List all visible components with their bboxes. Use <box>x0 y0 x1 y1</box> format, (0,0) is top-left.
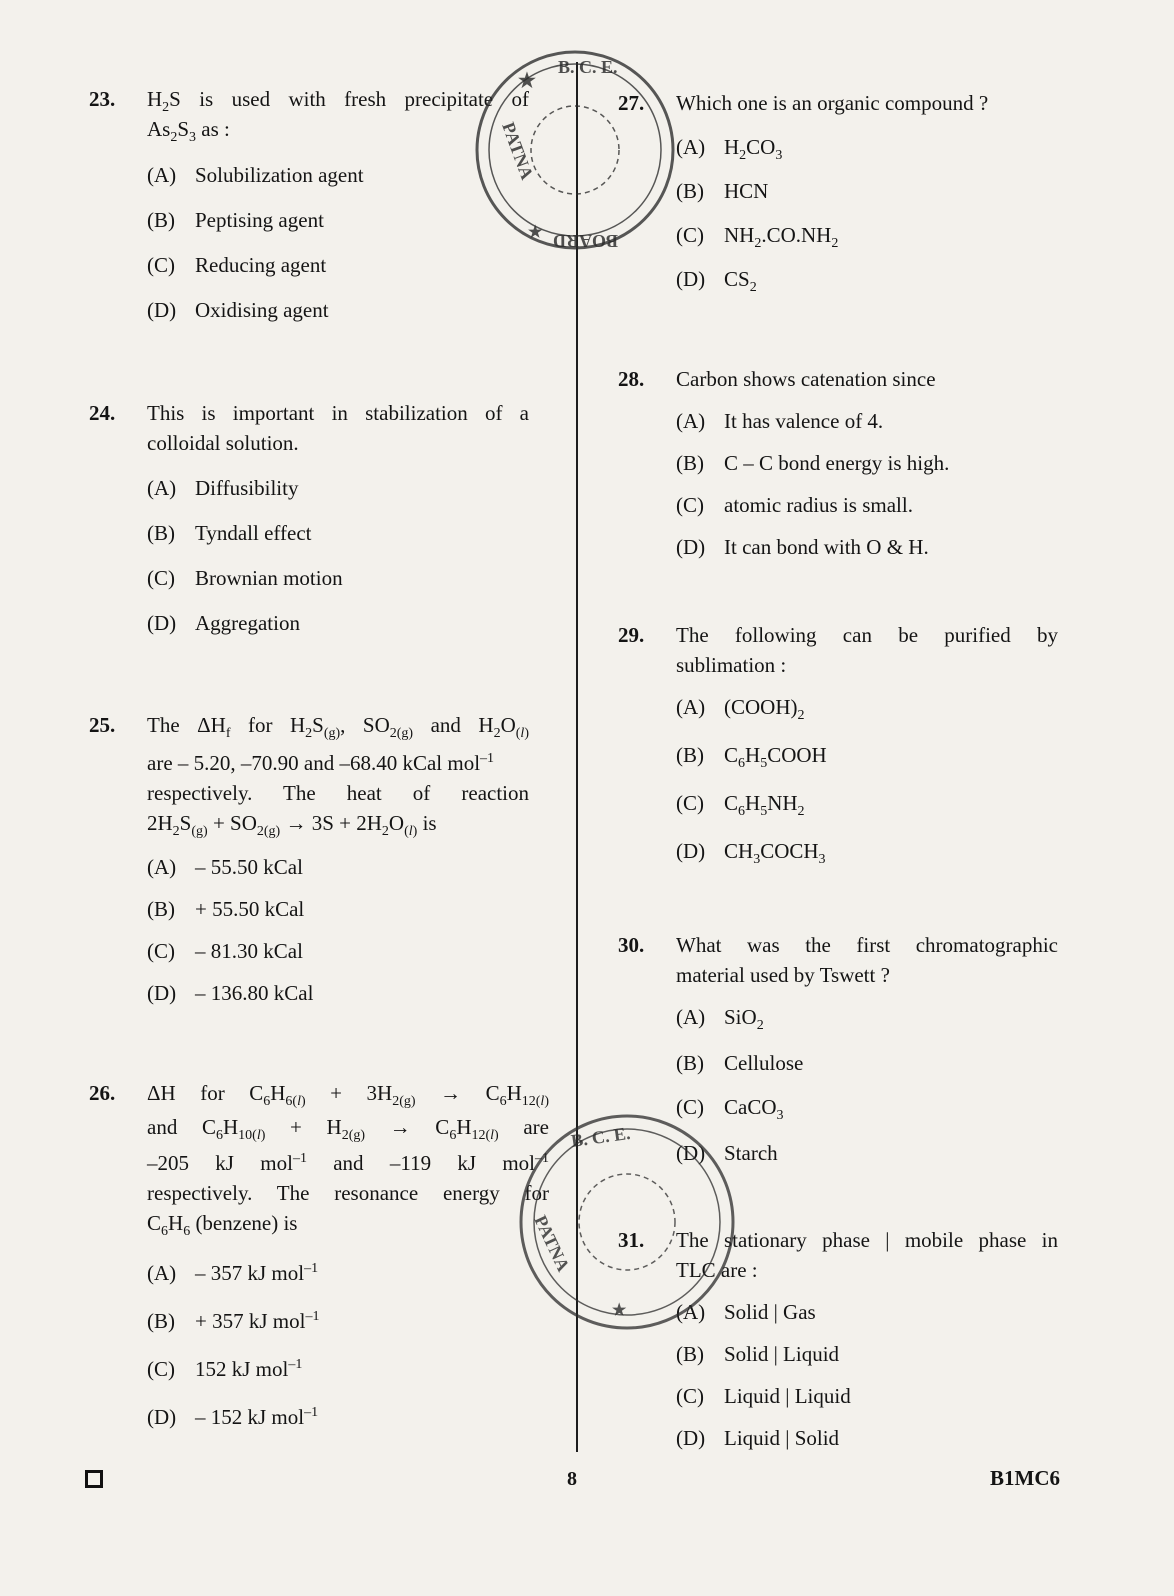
option-c[interactable]: (C) Brownian motion <box>147 566 343 590</box>
stamp-text-left: PATNA <box>530 1212 574 1275</box>
question-stem: respectively. The resonance energy for <box>147 1181 549 1205</box>
option-d[interactable]: (D) Starch <box>676 1141 778 1165</box>
option-b[interactable]: (B) Peptising agent <box>147 208 324 232</box>
question-number: 24. <box>89 401 116 425</box>
question-stem: $H_2S$ is used with fresh precipitate of <box>147 87 529 116</box>
option-a[interactable]: (A) $(COOH)_2$ <box>676 695 805 724</box>
option-c[interactable]: (C) – 81.30 kCal <box>147 939 303 963</box>
option-c[interactable]: (C) Liquid | Liquid <box>676 1384 851 1408</box>
option-d[interactable]: (D) Liquid | Solid <box>676 1426 840 1450</box>
question-number: 25. <box>89 713 116 737</box>
option-d[interactable]: (D) Aggregation <box>147 611 300 635</box>
option-c[interactable]: (C) atomic radius is small. <box>676 493 913 517</box>
question-stem: respectively. The heat of reaction <box>147 781 529 805</box>
option-b[interactable]: (B) Tyndall effect <box>147 521 312 545</box>
board-stamp-top <box>470 25 680 275</box>
option-a[interactable]: (A) Diffusibility <box>147 476 299 500</box>
option-b[interactable]: (B) Solid | Liquid <box>676 1342 840 1366</box>
question-number: 30. <box>618 933 645 957</box>
stamp-text-right: BOARD <box>552 231 618 251</box>
question-number: 23. <box>89 87 116 111</box>
option-a[interactable]: (A) Solubilization agent <box>147 163 364 187</box>
stamp-star-icon: ★ <box>612 1302 627 1319</box>
page-number: 8 <box>567 1468 577 1490</box>
option-d[interactable]: (D) Oxidising agent <box>147 298 329 322</box>
option-a[interactable]: (A) It has valence of 4. <box>676 409 884 433</box>
option-c[interactable]: (C) CaCO$_3$ <box>676 1095 784 1124</box>
question-stem: TLC are : <box>676 1258 758 1282</box>
question-stem: The stationary phase | mobile phase in <box>676 1228 1058 1252</box>
option-a[interactable]: (A) SiO$_2$ <box>676 1005 764 1034</box>
option-a[interactable]: (A) $H_2CO_3$ <box>676 135 783 164</box>
option-a[interactable]: (A) – 55.50 kCal <box>147 855 303 879</box>
question-number: 29. <box>618 623 645 647</box>
question-stem: $As_2S_3$ as : <box>147 117 230 146</box>
question-number: 28. <box>618 367 645 391</box>
option-c[interactable]: (C) Reducing agent <box>147 253 327 277</box>
option-c[interactable]: (C) 152 kJ mol$^{-1}$ <box>147 1357 303 1381</box>
option-d[interactable]: (D) $CS_2$ <box>676 267 757 296</box>
option-d[interactable]: (D) It can bond with O & H. <box>676 535 929 559</box>
question-stem: Carbon shows catenation since <box>676 367 936 391</box>
question-number: 31. <box>618 1228 645 1252</box>
option-b[interactable]: (B) + 55.50 kCal <box>147 897 305 921</box>
option-d[interactable]: (D) – 152 kJ mol$^{-1}$ <box>147 1405 319 1429</box>
option-b[interactable]: (B) + 357 kJ mol$^{-1}$ <box>147 1309 320 1333</box>
question-stem: –205 kJ mol$^{-1}$ and –119 kJ mol$^{-1}$ <box>147 1151 549 1175</box>
stamp-text-left: PATNA <box>498 119 538 183</box>
stamp-text-top: B. C. E. <box>569 1122 632 1151</box>
question-stem: and $C_6H_{10(l)} + H_{2(g)} \to C_6H_{12(l)}$ are <box>147 1115 549 1144</box>
question-stem: material used by Tswett ? <box>676 963 890 987</box>
option-c[interactable]: (C) $C_6H_5NH_2$ <box>676 791 805 820</box>
stamp-star-icon: ★ <box>528 224 543 241</box>
option-d[interactable]: (D) $CH_3COCH_3$ <box>676 839 826 868</box>
option-b[interactable]: (B) C – C bond energy is high. <box>676 451 950 475</box>
board-stamp-bottom <box>512 1107 742 1337</box>
option-b[interactable]: (B) HCN <box>676 179 769 203</box>
question-number: 27. <box>618 91 645 115</box>
option-b[interactable]: (B) $C_6H_5COOH$ <box>676 743 827 772</box>
question-stem: $C_6H_6$ (benzene) is <box>147 1211 298 1240</box>
question-stem: are – 5.20, –70.90 and –68.40 kCal mol$^{-1}$ <box>147 751 495 775</box>
question-stem: sublimation : <box>676 653 787 677</box>
option-b[interactable]: (B) Cellulose <box>676 1051 804 1075</box>
stamp-star-icon: ★ <box>518 70 536 92</box>
option-a[interactable]: (A) – 357 kJ mol$^{-1}$ <box>147 1261 319 1285</box>
question-stem: Which one is an organic compound ? <box>676 91 989 115</box>
option-c[interactable]: (C) $NH_2.CO.NH_2$ <box>676 223 839 252</box>
option-a[interactable]: (A) Solid | Gas <box>676 1300 816 1324</box>
question-stem: $2H_2S_{(g)} + SO_{2(g)} \to 3S + 2H_2O_{(l)}$ is <box>147 811 437 840</box>
question-stem: This is important in stabilization of a <box>147 401 529 425</box>
checkbox-square-icon <box>85 1470 103 1488</box>
booklet-code: B1MC6 <box>990 1466 1060 1490</box>
question-stem: The $\Delta H_f$ for $H_2S_{(g)}$, $SO_{2(g)}$ and $H_2O_{(l)}$ <box>147 713 529 742</box>
question-stem: The following can be purified by <box>676 623 1058 647</box>
question-stem: ΔH for $C_6H_{6(l)} + 3H_{2(g)} \to C_6H_{12(l)}$ <box>147 1081 549 1110</box>
question-number: 26. <box>89 1081 116 1105</box>
stamp-text-top: B. C. E. <box>558 57 618 77</box>
question-stem: What was the first chromatographic <box>676 933 1058 957</box>
option-d[interactable]: (D) – 136.80 kCal <box>147 981 314 1005</box>
question-stem: colloidal solution. <box>147 431 299 455</box>
